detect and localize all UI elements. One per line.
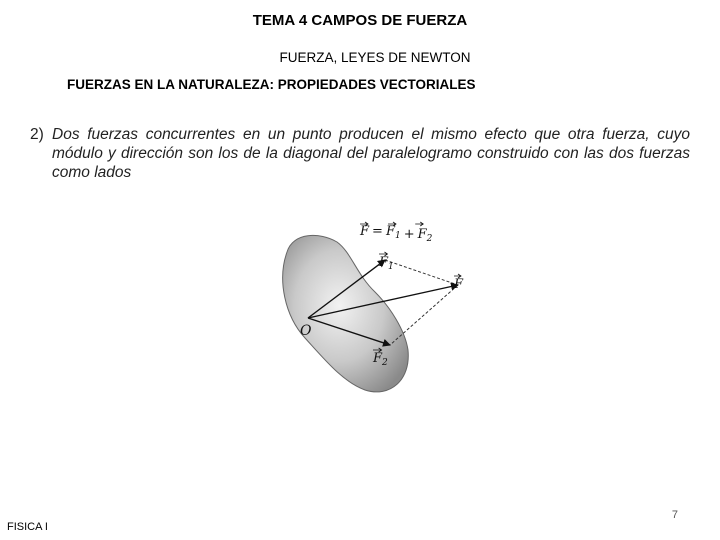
section-heading: FUERZAS EN LA NATURALEZA: PROPIEDADES VECTORIALES — [67, 77, 476, 92]
page-subtitle: FUERZA, LEYES DE NEWTON — [279, 50, 471, 65]
problem-text: Dos fuerzas concurrentes en un punto producen el mismo efecto que otra fuerza, cuyo módulo y dirección son los de la diagonal del paralelogramo construido con las dos fuerzas como lados — [52, 126, 690, 181]
origin-label: O — [300, 323, 312, 339]
page-title: TEMA 4 CAMPOS DE FUERZA — [252, 12, 468, 29]
problem-statement — [30, 125, 690, 182]
page-number: 7 — [671, 509, 678, 521]
equation-text: $F = F_1 + F_2$ — [360, 224, 433, 244]
parallelogram-dashed-line-top — [385, 260, 458, 285]
parallelogram-dashed-line-side — [390, 285, 458, 345]
body-shape — [283, 235, 409, 391]
problem-number: 2) — [30, 126, 44, 143]
vector-arrow-mark — [415, 222, 423, 226]
f2-label: $F_2$ — [373, 351, 388, 368]
footer-course-name: FISICA I — [7, 521, 48, 533]
force-parallelogram-figure — [265, 210, 480, 405]
equation-label — [359, 222, 433, 244]
f-label: F — [454, 277, 464, 292]
f1-label: $F_1$ — [379, 255, 394, 272]
